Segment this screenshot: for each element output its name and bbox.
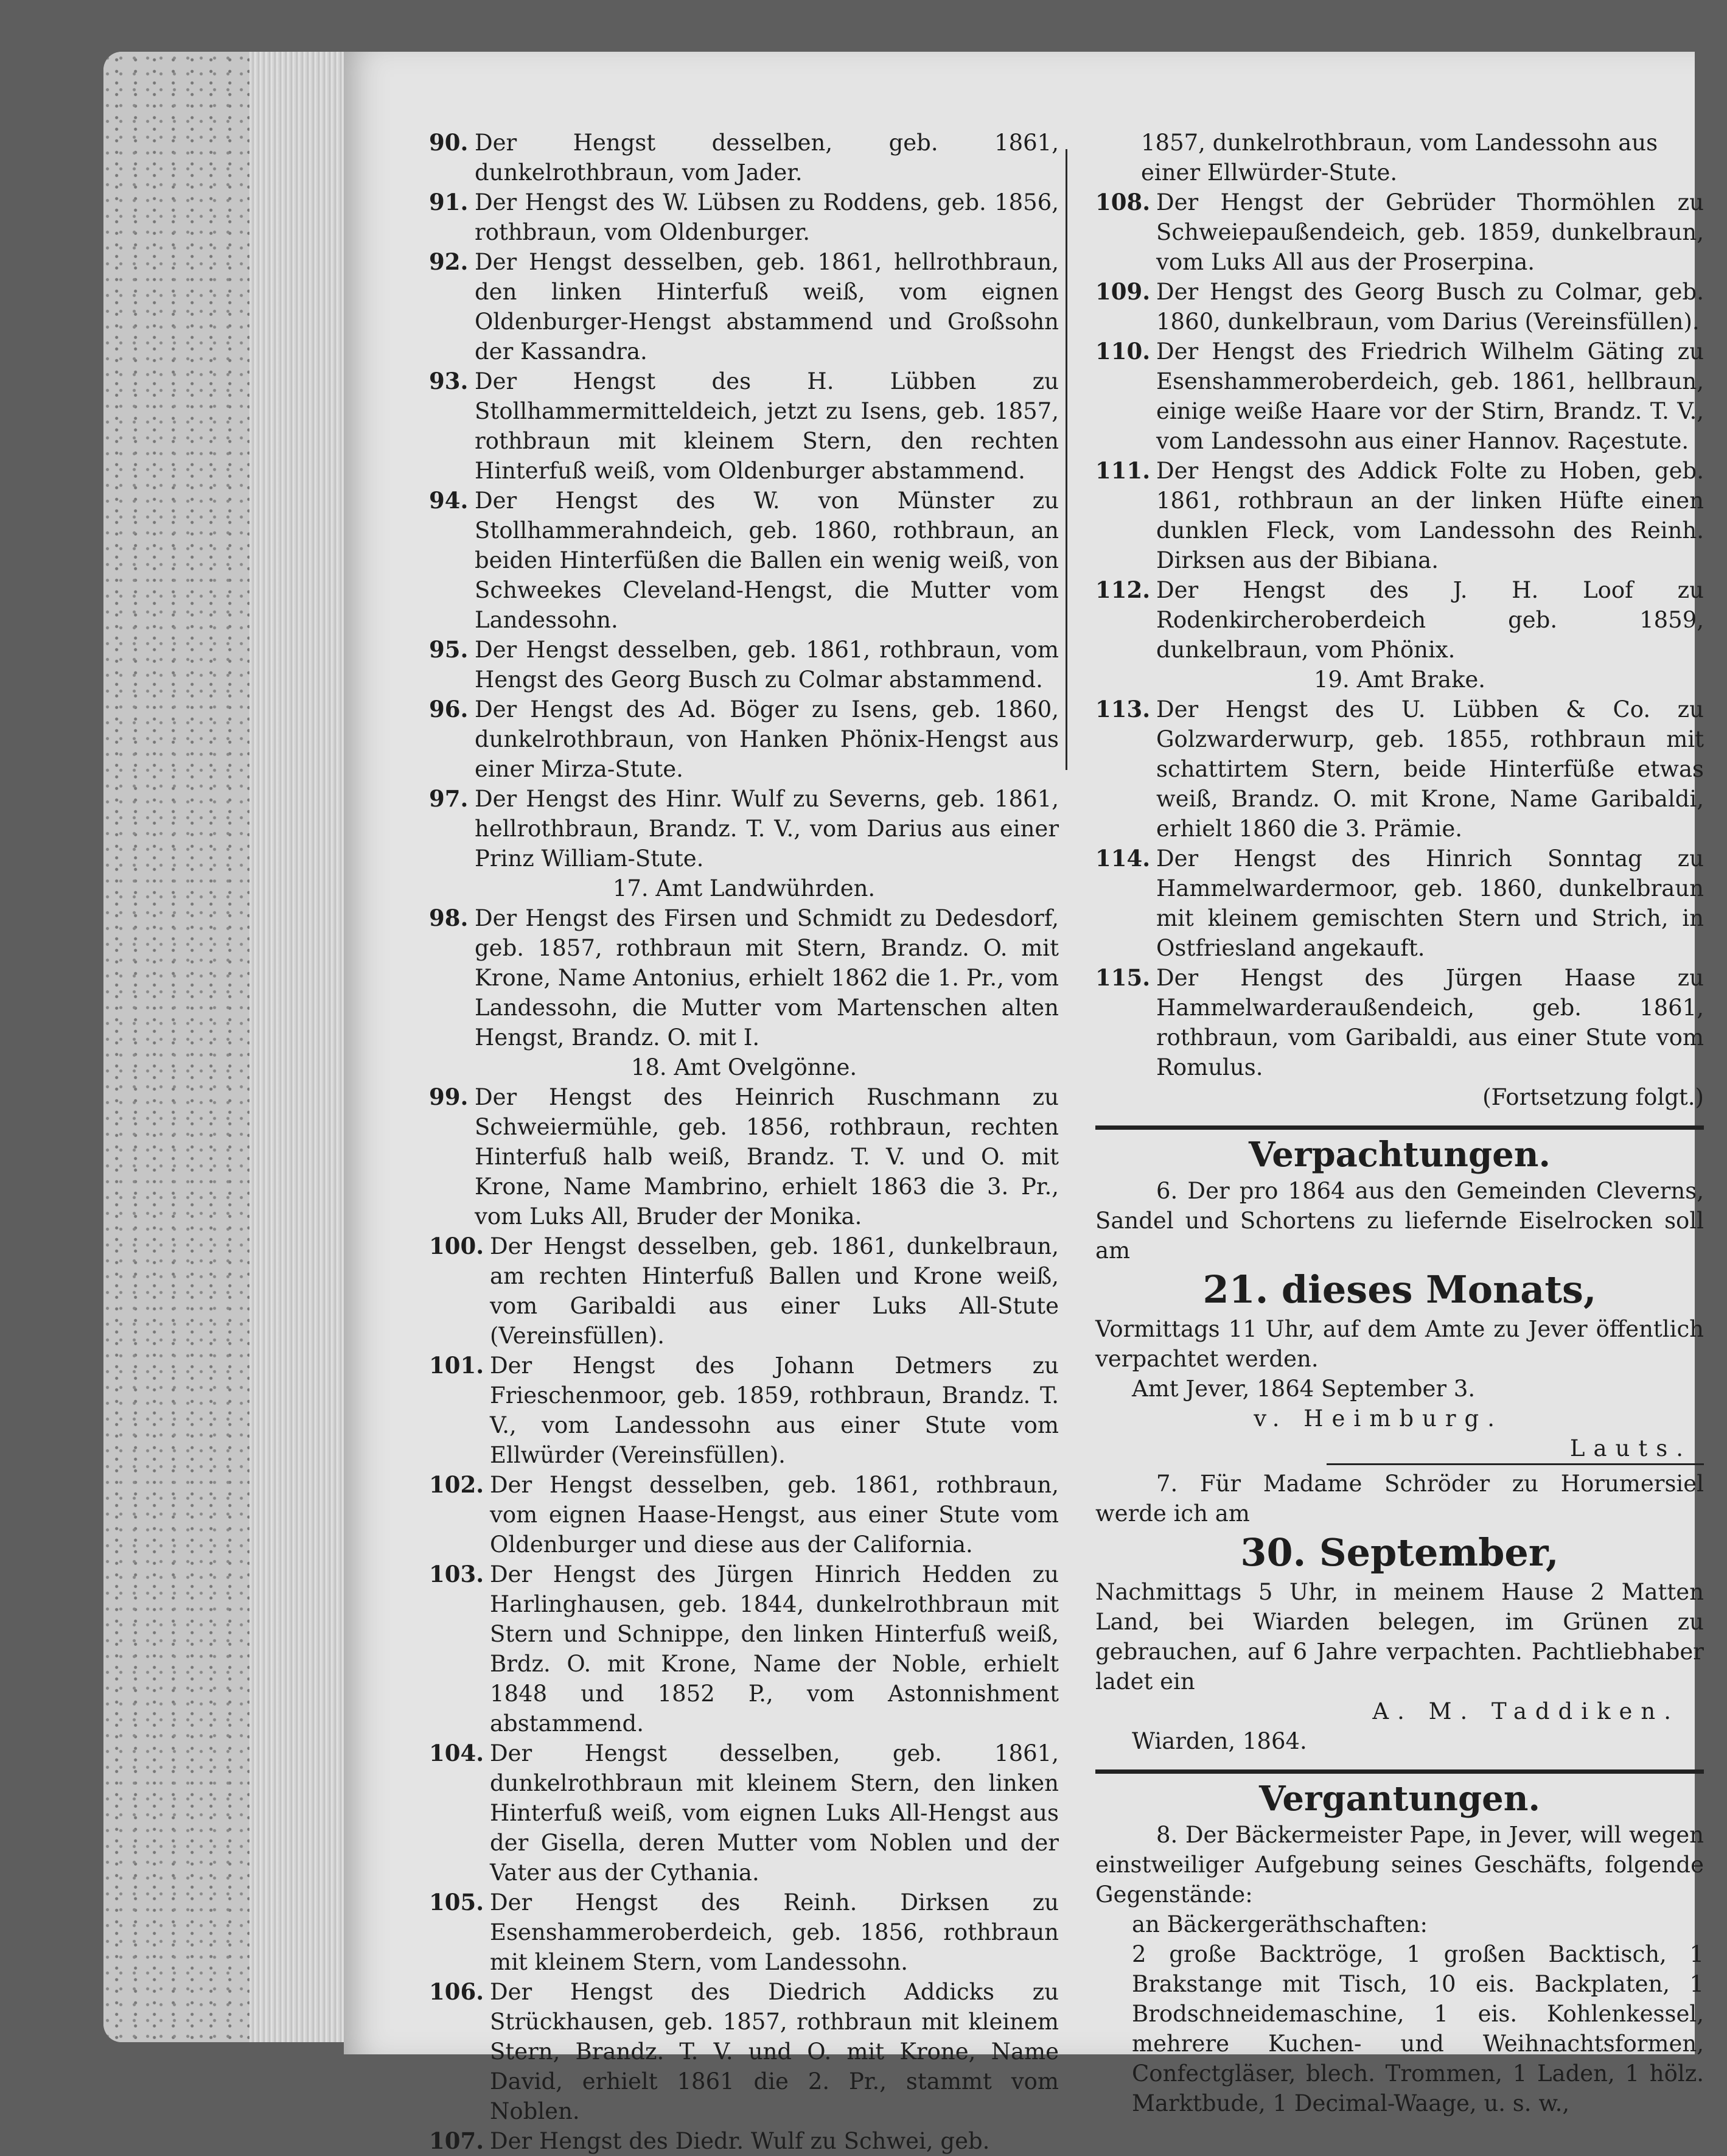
district-heading-17: 17. Amt Landwührden. bbox=[612, 875, 876, 901]
entry-text: Der Hengst des Diedrich Addicks zu Strückhausen, geb. 1857, rothbraun mit kleinem Stern, Brandz. T. V. und O. mit Krone, Name David, erhielt 1861 die 2. Pr., stammt vom Noblen. bbox=[490, 1979, 1059, 2124]
stallion-entry bbox=[429, 695, 1059, 784]
entry-number: 96. bbox=[429, 696, 469, 723]
left-column bbox=[429, 128, 1059, 2156]
section-divider bbox=[1095, 1125, 1704, 1130]
stallion-entry bbox=[1095, 187, 1704, 277]
entry-text: Der Hengst desselben, geb. 1861, dunkelbraun, am rechten Hinterfuß Ballen und Krone weiß, vom Garibaldi aus einer Luks All-Stute (Vereinsfüllen). bbox=[490, 1233, 1059, 1349]
entry-number: 98. bbox=[429, 905, 469, 931]
notice-6-place: Amt Jever, 1864 September 3. bbox=[1132, 1376, 1476, 1402]
entry-number: 100. bbox=[429, 1233, 484, 1259]
stallion-entry bbox=[1095, 695, 1704, 844]
stallion-entry bbox=[429, 128, 1059, 187]
notice-8-subhead: an Bäckergeräthschaften: bbox=[1132, 1911, 1428, 1937]
stallion-entry bbox=[429, 1559, 1059, 1738]
entry-number: 91. bbox=[429, 189, 469, 215]
entry-list-left-a bbox=[429, 128, 1059, 873]
entry-number: 103. bbox=[429, 1561, 484, 1587]
entry-text: Der Hengst des Diedr. Wulf zu Schwei, geb. bbox=[490, 2128, 990, 2154]
notice-6-signer-a: v. Heimburg. bbox=[1254, 1405, 1503, 1432]
stallion-entry bbox=[429, 366, 1059, 486]
notice-6-date: 21. dieses Monats, bbox=[1202, 1267, 1597, 1312]
notice-6-signer-b: Lauts. bbox=[1569, 1435, 1692, 1461]
entry-number: 105. bbox=[429, 1889, 484, 1916]
entry-number: 97. bbox=[429, 785, 469, 812]
notice-6: 6. Der pro 1864 aus den Gemeinden Cleverns, Sandel und Schortens zu liefernde Eiselrocken soll am bbox=[1095, 1178, 1704, 1264]
entry-number: 104. bbox=[429, 1740, 484, 1766]
entry-number: 102. bbox=[429, 1471, 484, 1498]
notice-7-signer: A. M. Taddiken. bbox=[1372, 1698, 1680, 1724]
district-heading-19: 19. Amt Brake. bbox=[1313, 667, 1486, 693]
entry-text: Der Hengst des Jürgen Haase zu Hammelwarderaußendeich, geb. 1861, rothbraun, vom Garibaldi, aus einer Stute vom Romulus. bbox=[1156, 965, 1704, 1080]
entry-number: 101. bbox=[429, 1352, 484, 1379]
entry-text: Der Hengst desselben, geb. 1861, hellrothbraun, den linken Hinterfuß weiß, vom eignen Oldenburger-Hengst abstammend und Großsohn der Kassandra. bbox=[475, 249, 1059, 365]
entry-text: Der Hengst desselben, geb. 1861, dunkelrothbraun mit kleinem Stern, den linken Hinterfuß weiß, vom eignen Luks All-Hengst aus der Gisella, deren Mutter vom Noblen und der Vater aus der Cythania. bbox=[490, 1740, 1059, 1886]
entry-text: Der Hengst desselben, geb. 1861, dunkelrothbraun, vom Jader. bbox=[475, 130, 1059, 186]
stallion-entry bbox=[429, 784, 1059, 873]
section-divider-2 bbox=[1095, 1769, 1704, 1774]
entry-text: Der Hengst des Johann Detmers zu Frieschenmoor, geb. 1859, rothbraun, Brandz. T. V., vom Landessohn aus einer Stute vom Ellwürder (Vereinsfüllen). bbox=[490, 1353, 1059, 1468]
continued-note: (Fortsetzung folgt.) bbox=[1482, 1084, 1704, 1110]
entry-text: Der Hengst des Ad. Böger zu Isens, geb. 1860, dunkelrothbraun, von Hanken Phönix-Hengst aus einer Mirza-Stute. bbox=[475, 696, 1059, 782]
entry-text: Der Hengst des Friedrich Wilhelm Gäting zu Esenshammeroberdeich, geb. 1861, hellbraun, einige weiße Haare vor der Stirn, Brandz. T. V., vom Landessohn aus einer Hannov. Raçestute. bbox=[1156, 338, 1704, 454]
book-page-edges bbox=[103, 52, 347, 2042]
section-title-auctions: Vergantungen. bbox=[1259, 1779, 1540, 1819]
entry-number: 95. bbox=[429, 636, 469, 663]
stallion-entry bbox=[429, 1231, 1059, 1351]
stallion-entry bbox=[1095, 277, 1704, 337]
stallion-entry bbox=[429, 903, 1059, 1052]
entry-number: 99. bbox=[429, 1083, 469, 1110]
notice-7-place: Wiarden, 1864. bbox=[1132, 1728, 1307, 1754]
stallion-entry bbox=[429, 247, 1059, 366]
entry-text: Der Hengst des Hinrich Sonntag zu Hammelwardermoor, geb. 1860, dunkelbraun mit kleinem gemischten Stern und Strich, in Ostfriesland angekauft. bbox=[1156, 845, 1704, 961]
entry-number: 110. bbox=[1095, 338, 1151, 365]
stallion-entry bbox=[1095, 844, 1704, 963]
entry-text: Der Hengst des Addick Folte zu Hoben, geb. 1861, rothbraun an der linken Hüfte einen dunklen Fleck, vom Landessohn des Reinh. Dirksen aus der Bibiana. bbox=[1156, 458, 1704, 573]
stallion-entry bbox=[429, 1351, 1059, 1470]
entry-number: 114. bbox=[1095, 845, 1151, 872]
entry-number: 92. bbox=[429, 248, 469, 275]
notice-7: 7. Für Madame Schröder zu Horumersiel werde ich am bbox=[1095, 1471, 1704, 1527]
notice-separator bbox=[1327, 1463, 1704, 1465]
entry-text: Der Hengst des W. von Münster zu Stollhammerahndeich, geb. 1860, rothbraun, an beiden Hinterfüßen die Ballen ein wenig weiß, von Schweekes Cleveland-Hengst, die Mutter vom Landessohn. bbox=[475, 488, 1059, 633]
entry-text: Der Hengst des Firsen und Schmidt zu Dedesdorf, geb. 1857, rothbraun mit Stern, Brandz. O. mit Krone, Name Antonius, erhielt 1862 die 1. Pr., vom Landessohn, die Mutter vom Martenschen alten Hengst, Brandz. O. mit I. bbox=[475, 905, 1059, 1051]
entry-number: 115. bbox=[1095, 964, 1151, 991]
stallion-entry bbox=[429, 1977, 1059, 2126]
entry-text: Der Hengst des Heinrich Ruschmann zu Schweiermühle, geb. 1856, rothbraun, rechten Hinterfuß halb weiß, Brandz. T. V. und O. mit Krone, Name Mambrino, erhielt 1863 die 3. Pr., vom Luks All, Bruder der Monika. bbox=[475, 1084, 1059, 1230]
stallion-entry bbox=[429, 187, 1059, 247]
notice-7-date: 30. September, bbox=[1240, 1530, 1559, 1575]
entry-number: 113. bbox=[1095, 696, 1151, 723]
stallion-entry bbox=[1095, 456, 1704, 575]
district-heading-18: 18. Amt Ovelgönne. bbox=[630, 1054, 857, 1080]
newspaper-page bbox=[344, 52, 1704, 2154]
section-title-leases: Verpachtungen. bbox=[1249, 1135, 1551, 1175]
stallion-entry bbox=[429, 1470, 1059, 1559]
stallion-entry bbox=[429, 2126, 1059, 2156]
entry-number: 90. bbox=[429, 129, 469, 156]
entry-text: Der Hengst des U. Lübben & Co. zu Golzwarderwurp, geb. 1855, rothbraun mit schattirtem Stern, beide Hinterfüße etwas weiß, Brandz. O. mit Krone, Name Garibaldi, erhielt 1860 die 3. Prämie. bbox=[1156, 696, 1704, 842]
entry-number: 94. bbox=[429, 487, 469, 514]
entry-number: 112. bbox=[1095, 576, 1151, 603]
notice-8-items: 2 große Backtröge, 1 großen Backtisch, 1 Brakstange mit Tisch, 10 eis. Backplaten, 1 Brodschneidemaschine, 1 eis. Kohlenkessel, mehrere Kuchen- und Weihnachtsformen, Confectgläser, blech. Trommen, 1 Laden, 1 hölz. Marktbude, 1 Decimal-Waage, u. s. w., bbox=[1132, 1941, 1704, 2116]
stallion-entry bbox=[429, 1082, 1059, 1231]
stallion-entry bbox=[429, 486, 1059, 635]
entry-text: Der Hengst des W. Lübsen zu Roddens, geb. 1856, rothbraun, vom Oldenburger. bbox=[475, 189, 1059, 245]
stallion-entry bbox=[1095, 337, 1704, 456]
entry-continuation: 1857, dunkelrothbraun, vom Landessohn aus einer Ellwürder-Stute. bbox=[1141, 130, 1658, 186]
entry-text: Der Hengst des Reinh. Dirksen zu Esenshammeroberdeich, geb. 1856, rothbraun mit kleinem Stern, vom Landessohn. bbox=[490, 1889, 1059, 1975]
notice-8: 8. Der Bäckermeister Pape, in Jever, will wegen einstweiliger Aufgebung seines Geschäfts, folgende Gegenstände: bbox=[1095, 1822, 1704, 1908]
entry-list-left-b bbox=[429, 903, 1059, 1052]
entry-number: 93. bbox=[429, 368, 469, 394]
entry-text: Der Hengst desselben, geb. 1861, rothbraun, vom eignen Haase-Hengst, aus einer Stute vom Oldenburger und diese aus der California. bbox=[490, 1472, 1059, 1558]
entry-text: Der Hengst des Jürgen Hinrich Hedden zu Harlinghausen, geb. 1844, dunkelrothbraun mit Stern und Schnippe, den linken Hinterfuß weiß, Brdz. O. mit Krone, Name der Noble, erhielt 1848 und 1852 P., vom Astonnishment abstammend. bbox=[490, 1561, 1059, 1737]
notice-6-body: Vormittags 11 Uhr, auf dem Amte zu Jever öffentlich verpachtet werden. bbox=[1095, 1316, 1704, 1372]
right-column bbox=[1095, 128, 1704, 2118]
entry-number: 111. bbox=[1095, 457, 1151, 484]
entry-text: Der Hengst des Hinr. Wulf zu Severns, geb. 1861, hellrothbraun, Brandz. T. V., vom Darius aus einer Prinz William-Stute. bbox=[475, 786, 1059, 872]
entry-number: 106. bbox=[429, 1978, 484, 2005]
entry-list-right-b bbox=[1095, 695, 1704, 1082]
entry-text: Der Hengst des Georg Busch zu Colmar, geb. 1860, dunkelbraun, vom Darius (Vereinsfüllen). bbox=[1156, 279, 1704, 335]
stallion-entry bbox=[1095, 963, 1704, 1082]
stallion-entry bbox=[429, 1888, 1059, 1977]
entry-text: Der Hengst des J. H. Loof zu Rodenkircheroberdeich geb. 1859, dunkelbraun, vom Phönix. bbox=[1156, 577, 1704, 663]
entry-text: Der Hengst desselben, geb. 1861, rothbraun, vom Hengst des Georg Busch zu Colmar abstammend. bbox=[475, 637, 1059, 693]
entry-number: 109. bbox=[1095, 278, 1151, 305]
stallion-entry bbox=[429, 635, 1059, 695]
entry-list-left-c bbox=[429, 1082, 1059, 2156]
entry-text: Der Hengst des H. Lübben zu Stollhammermitteldeich, jetzt zu Isens, geb. 1857, rothbraun mit kleinem Stern, den rechten Hinterfuß weiß, vom Oldenburger abstammend. bbox=[475, 368, 1059, 484]
stallion-entry bbox=[1095, 575, 1704, 665]
entry-text: Der Hengst der Gebrüder Thormöhlen zu Schweiераußendeich, geb. 1859, dunkelbraun, vom Luks All aus der Proserpina. bbox=[1156, 189, 1704, 275]
entry-number: 108. bbox=[1095, 189, 1151, 215]
notice-7-body: Nachmittags 5 Uhr, in meinem Hause 2 Matten Land, bei Wiarden belegen, im Grünen zu gebrauchen, auf 6 Jahre verpachten. Pachtliebhaber ladet ein bbox=[1095, 1579, 1704, 1695]
entry-number: 107. bbox=[429, 2127, 484, 2154]
stallion-entry bbox=[429, 1738, 1059, 1888]
column-divider bbox=[1066, 149, 1067, 770]
entry-list-right-a bbox=[1095, 187, 1704, 665]
